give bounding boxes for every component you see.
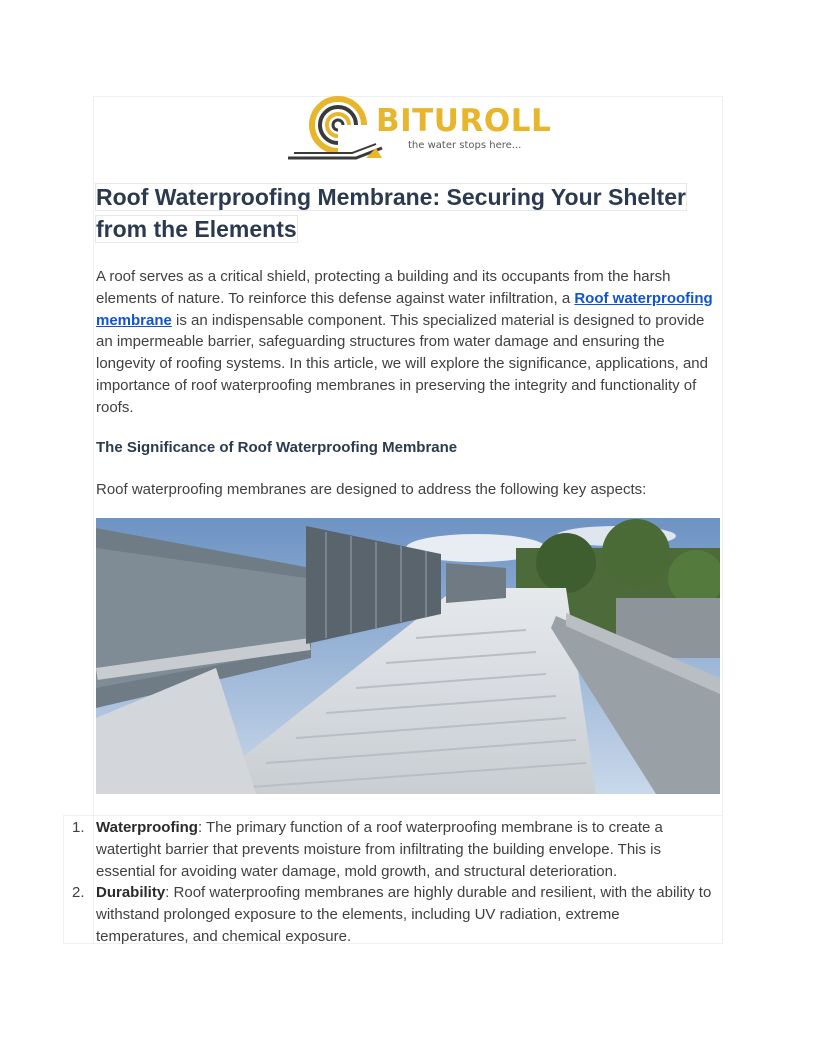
logo-rings-icon [288, 99, 382, 158]
article-title: Roof Waterproofing Membrane: Securing Your Shelter from the Elements [96, 184, 686, 242]
list-item-text: : The primary function of a roof waterproofing membrane is to create a watertight barrier that prevents moisture from infiltrating the building envelope. This is essential for avoiding water damage, mold growth, and structural deterioration. [96, 819, 663, 880]
roof-membrane-link[interactable]: Roof waterproofing membrane [96, 289, 713, 329]
logo-tagline: the water stops here... [408, 140, 522, 151]
list-item-text: : Roof waterproofing membranes are highly durable and resilient, with the ability to withstand prolonged exposure to the elements, including UV radiation, extreme temperatures, and chemical exposure. [96, 884, 712, 945]
section-lead: Roof waterproofing membranes are designed to address the following key aspects: [96, 481, 647, 498]
significance-list [72, 817, 716, 948]
list-item-term: Durability [96, 884, 166, 902]
list-item-term: Waterproofing [96, 819, 198, 836]
logo-brand-name: BITUROLL [376, 103, 552, 139]
intro-paragraph: A roof serves as a critical shield, protecting a building and its occupants from the harsh elements of nature. To reinforce this defense against water infiltration, a Roof waterproofing membrane is an indispensable component. This specialized material is designed to provide an impermeable barrier, safeguarding structures from water damage and ensuring the longevity of roofing systems. In this article, we will explore the significance, applications, and importance of roof waterproofing membranes in preserving the integrity and functionality of roofs. [96, 268, 713, 416]
section-heading: The Significance of Roof Waterproofing Membrane [96, 439, 458, 456]
list-item-number: 2. [72, 884, 85, 902]
roof-membrane-photo [96, 518, 720, 794]
list-item [72, 882, 716, 947]
list-item-number: 1. [72, 819, 85, 836]
list-item [72, 817, 716, 882]
